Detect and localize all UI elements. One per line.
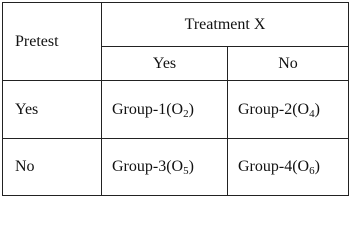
group-3-subscript: 5 (183, 165, 189, 177)
group-2-subscript: 4 (309, 107, 315, 120)
group-1-cell (102, 81, 228, 139)
design-table (2, 2, 349, 196)
pretest-no-label: No (3, 139, 102, 196)
group-1-subscript: 2 (183, 107, 189, 120)
group-4-close: ) (314, 158, 320, 175)
treatment-header: Treatment X (102, 3, 349, 47)
treatment-yes-header: Yes (102, 47, 228, 81)
table-row (3, 139, 349, 196)
group-2-cell (228, 81, 349, 139)
group-2-close: ) (314, 100, 320, 118)
treatment-no-header: No (228, 47, 349, 81)
header-row-factor (3, 3, 349, 47)
group-3-close: ) (188, 158, 194, 175)
table-row (3, 81, 349, 139)
group-1-text: Group-1(O (112, 100, 184, 118)
group-4-cell (228, 139, 349, 196)
group-2-text: Group-2(O (238, 100, 310, 118)
group-4-text: Group-4(O (238, 158, 310, 175)
group-3-cell (102, 139, 228, 196)
group-1-close: ) (188, 100, 194, 118)
pretest-header: Pretest (3, 3, 102, 81)
group-3-text: Group-3(O (112, 158, 184, 175)
group-4-subscript: 6 (309, 165, 315, 177)
pretest-yes-label: Yes (3, 81, 102, 139)
